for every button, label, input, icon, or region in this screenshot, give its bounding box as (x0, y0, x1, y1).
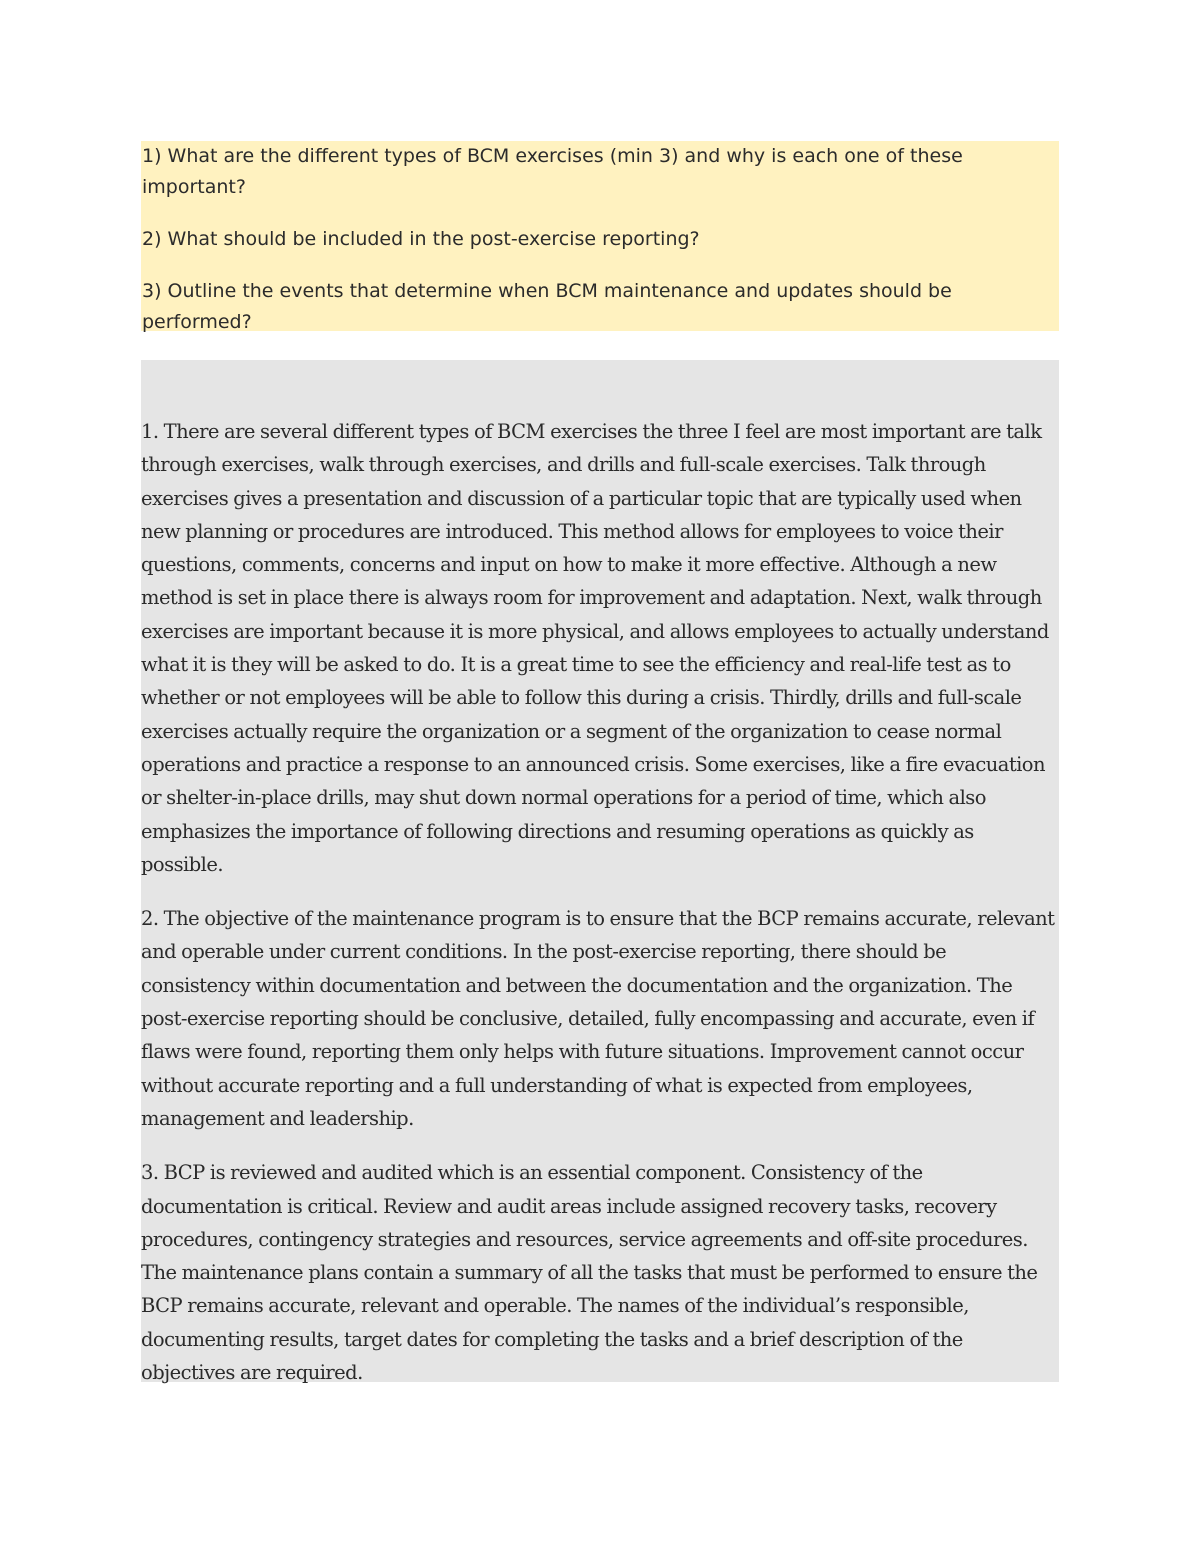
answers-block (141, 360, 1059, 1385)
question-2: 2) What should be included in the post-exercise reporting? (142, 228, 700, 250)
answer-1: 1. There are several different types of BCM exercises the three I feel are most important are talk through exercises, walk through exercises, and drills and full-scale exercises. Talk through exercises gives a presentation and discussion of a particular topic that are typically used when new planning or procedures are introduced. This method allows for employees to voice their questions, comments, concerns and input on how to make it more effective. Although a new method is set in place there is always room for improvement and adaptation. Next, walk through exercises are important because it is more physical, and allows employees to actually understand what it is they will be asked to do. It is a great time to see the efficiency and real-life test as to whether or not employees will be able to follow this during a crisis. Thirdly, drills and full-scale exercises actually require the organization or a segment of the organization to cease normal operations and practice a response to an announced crisis. Some exercises, like a fire evacuation or shelter-in-place drills, may shut down normal operations for a period of time, which also emphasizes the importance of following directions and resuming operations as quickly as possible. (141, 420, 1049, 876)
question-1: 1) What are the different types of BCM exercises (min 3) and why is each one of these important? (142, 145, 963, 198)
answer-2: 2. The objective of the maintenance program is to ensure that the BCP remains accurate, relevant and operable under current conditions. In the post-exercise reporting, there should be consistency within documentation and between the documentation and the organization. The post-exercise reporting should be conclusive, detailed, fully encompassing and accurate, even if flaws were found, reporting them only helps with future situations. Improvement cannot occur without accurate reporting and a full understanding of what is expected from employees, management and leadership. (141, 907, 1055, 1130)
answer-3: 3. BCP is reviewed and audited which is an essential component. Consistency of the documentation is critical. Review and audit areas include assigned recovery tasks, recovery procedures, contingency strategies and resources, service agreements and off-site procedures. The maintenance plans contain a summary of all the tasks that must be performed to ensure the BCP remains accurate, relevant and operable. The names of the individual’s responsible, documenting results, target dates for completing the tasks and a brief description of the objectives are required. (141, 1161, 1038, 1385)
questions-block (141, 141, 1059, 331)
question-3: 3) Outline the events that determine when BCM maintenance and updates should be performed? (142, 280, 952, 333)
